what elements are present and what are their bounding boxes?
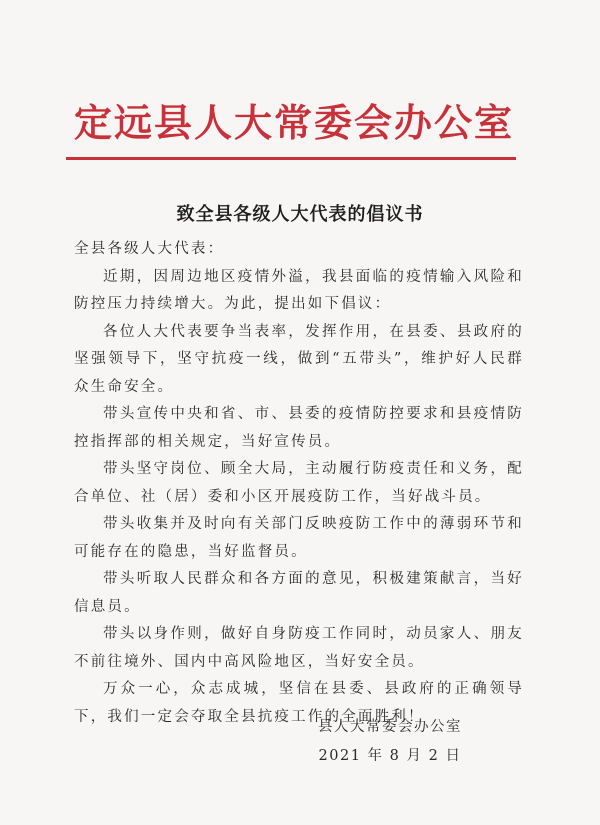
letterhead-title: 定远县人大常委会办公室 <box>74 100 515 145</box>
greeting: 全县各级人大代表： <box>74 241 225 257</box>
document-body <box>74 236 524 731</box>
paragraph-closing: 万众一心，众志成城，坚信在县委、县政府的正确领导下，我们一定会夺取全县抗疫工作的全面胜利！ <box>74 681 524 725</box>
letterhead-divider <box>66 157 516 160</box>
paragraph-fighter: 带头坚守岗位、顾全大局，主动履行防疫责任和义务，配合单位、社（居）委和小区开展疫防工作，当好战斗员。 <box>74 461 524 505</box>
paragraph-safety: 带头以身作则，做好自身防疫工作同时，动员家人、朋友不前往境外、国内中高风险地区，当好安全员。 <box>74 626 524 670</box>
paragraph-propagandist: 带头宣传中央和省、市、县委的疫情防控要求和县疫情防控指挥部的相关规定，当好宣传员。 <box>74 406 524 450</box>
document-date: 2021 年 8 月 2 日 <box>318 748 462 764</box>
document-title: 致全县各级人大代表的倡议书 <box>176 204 424 225</box>
paragraph-intro: 近期，因周边地区疫情外溢，我县面临的疫情输入风险和防控压力持续增大。为此，提出如下倡议： <box>74 268 524 312</box>
paragraph-informant: 带头听取人民群众和各方面的意见，积极建策献言，当好信息员。 <box>74 571 524 615</box>
paragraph-call: 各位人大代表要争当表率，发挥作用，在县委、县政府的坚强领导下，坚守抗疫一线，做到“五带头”，维护好人民群众生命安全。 <box>74 323 524 395</box>
signature: 县人大常委会办公室 <box>318 719 462 735</box>
paragraph-supervisor: 带头收集并及时向有关部门反映疫防工作中的薄弱环节和可能存在的隐患，当好监督员。 <box>74 516 524 560</box>
